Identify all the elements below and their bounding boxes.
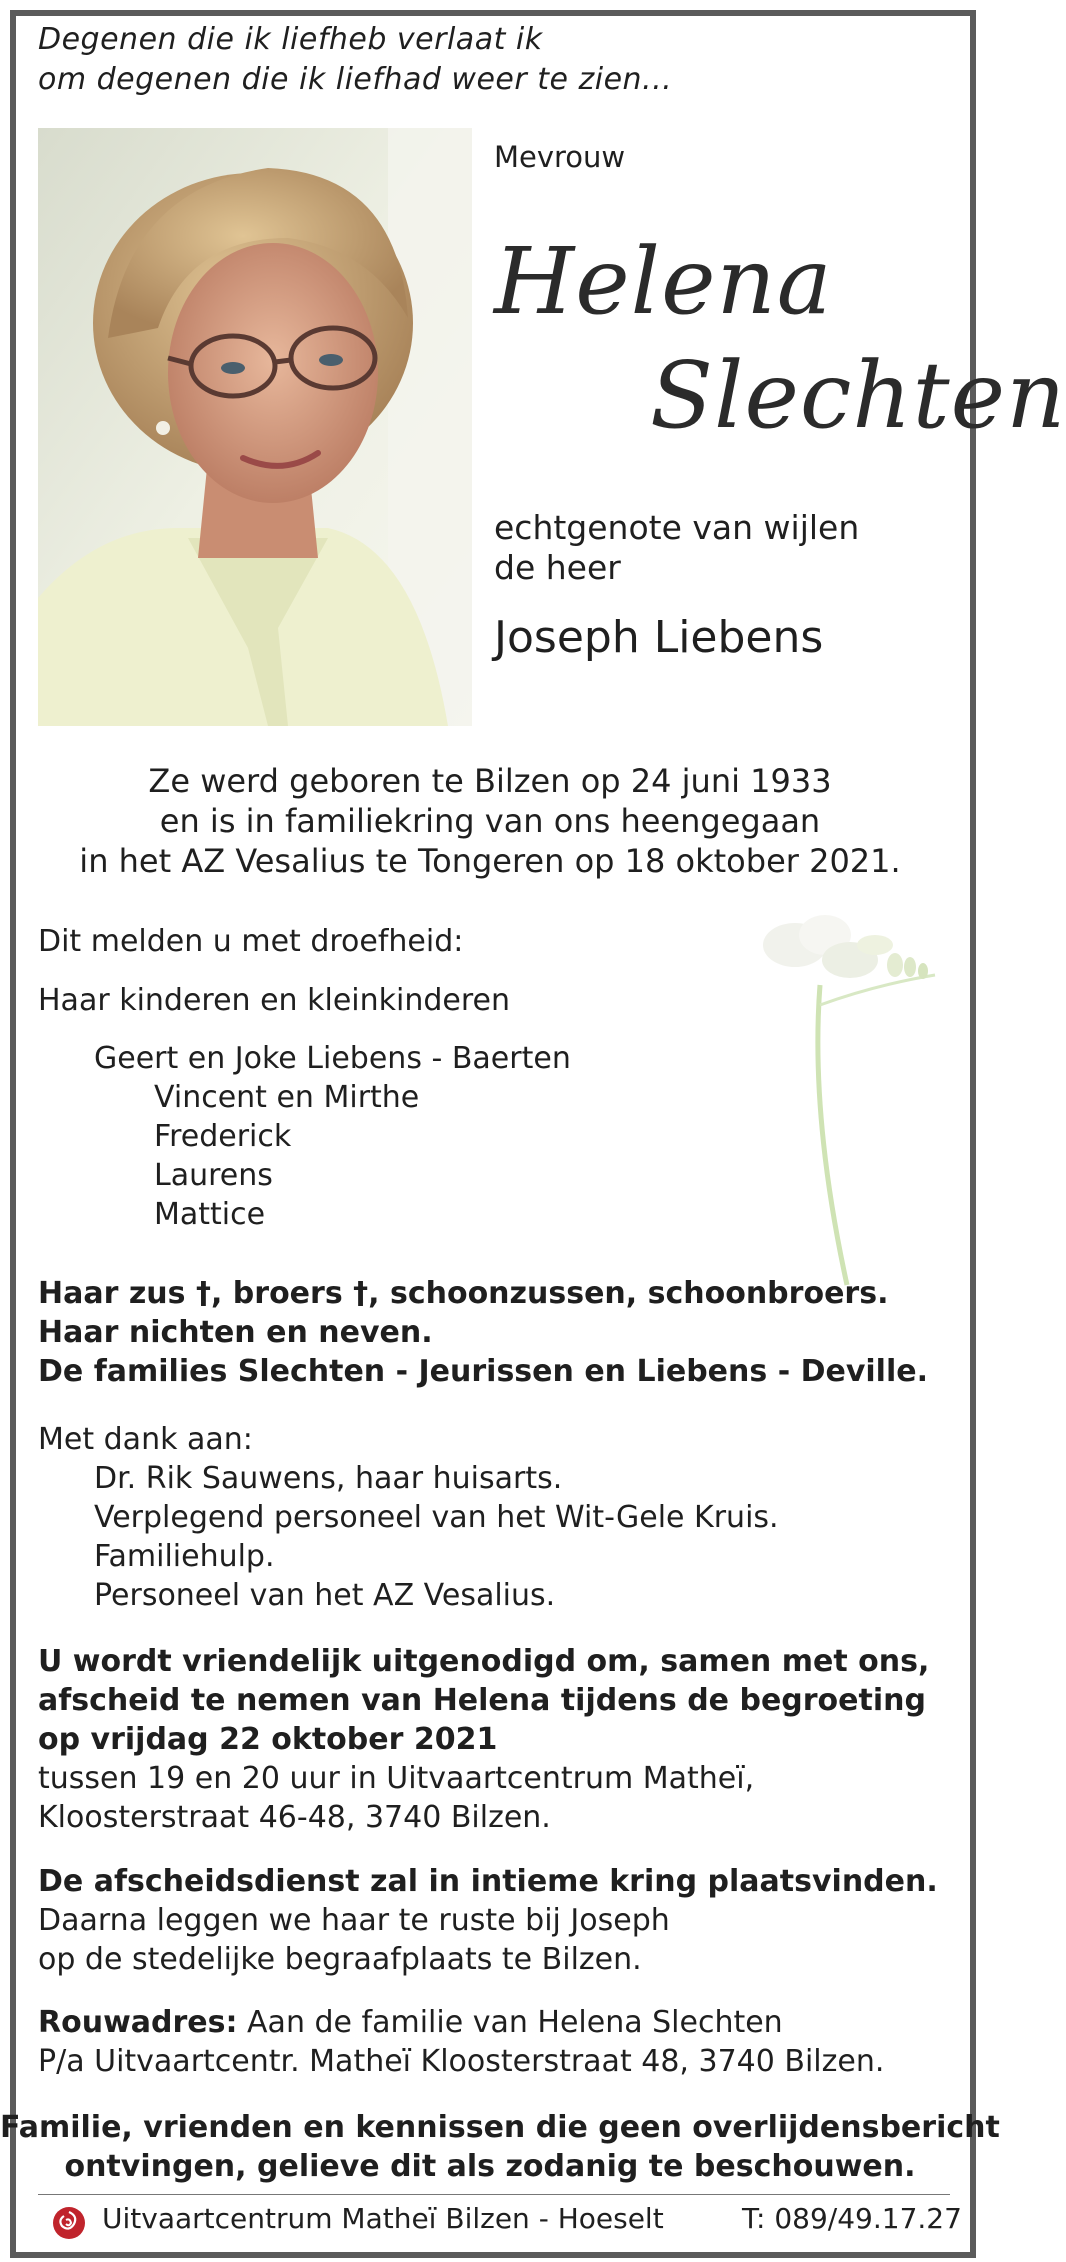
spouse-intro-2: de heer	[494, 548, 621, 587]
quote-line-2: om degenen die ik liefhad weer te zien...	[38, 62, 673, 97]
relatives-line-1: Haar zus †, broers †, schoonzussen, schoonbroers.	[38, 1276, 889, 1311]
thanks-item-4: Personeel van het AZ Vesalius.	[94, 1578, 556, 1613]
funeral-home-phone: T: 089/49.17.27	[742, 2202, 962, 2235]
thanks-heading: Met dank aan:	[38, 1422, 253, 1457]
visitation-bold-1: U wordt vriendelijk uitgenodigd om, samen met ons,	[38, 1644, 930, 1679]
address-line-2: P/a Uitvaartcentr. Matheï Kloosterstraat 48, 3740 Bilzen.	[38, 2044, 885, 2079]
deceased-title: Mevrouw	[494, 140, 626, 174]
birth-death-line-1: Ze werd geboren te Bilzen op 24 juni 1933	[148, 762, 832, 800]
quote-line-1: Degenen die ik liefheb verlaat ik	[38, 22, 543, 57]
service-line-2: op de stedelijke begraafplaats te Bilzen.	[38, 1942, 642, 1977]
grandchild-2: Frederick	[154, 1119, 292, 1154]
relatives-line-3: De families Slechten - Jeurissen en Liebens - Deville.	[38, 1354, 928, 1389]
birth-death-line-3: in het AZ Vesalius te Tongeren op 18 oktober 2021.	[79, 842, 901, 880]
closing-line-2: ontvingen, gelieve dit als zodanig te beschouwen.	[64, 2149, 916, 2184]
freesia-flower-illustration	[755, 915, 955, 1295]
funeral-home-name: Uitvaartcentrum Matheï Bilzen - Hoeselt	[102, 2202, 664, 2235]
announce-heading: Dit melden u met droefheid:	[38, 924, 464, 959]
footer-divider	[38, 2194, 950, 2195]
address-text: Aan de familie van Helena Slechten	[237, 2005, 783, 2040]
visitation-line-1: tussen 19 en 20 uur in Uitvaartcentrum Matheï,	[38, 1761, 755, 1796]
grandchild-4: Mattice	[154, 1197, 266, 1232]
children-heading: Haar kinderen en kleinkinderen	[38, 983, 510, 1018]
relatives-line-2: Haar nichten en neven.	[38, 1315, 433, 1350]
deceased-last-name: Slechten	[650, 342, 1066, 449]
grandchild-3: Laurens	[154, 1158, 273, 1193]
address-line-1	[38, 2005, 783, 2040]
spouse-intro-1: echtgenote van wijlen	[494, 508, 860, 547]
portrait-photo	[38, 128, 472, 726]
address-label: Rouwadres:	[38, 2005, 238, 2040]
children-parents: Geert en Joke Liebens - Baerten	[94, 1041, 571, 1076]
service-line-1: Daarna leggen we haar te ruste bij Joseph	[38, 1903, 670, 1938]
thanks-item-2: Verplegend personeel van het Wit-Gele Kruis.	[94, 1500, 779, 1535]
visitation-bold-2: afscheid te nemen van Helena tijdens de begroeting	[38, 1683, 926, 1718]
rose-logo-icon	[52, 2206, 86, 2240]
deceased-first-name: Helena	[494, 228, 833, 335]
spouse-name: Joseph Liebens	[494, 612, 824, 663]
thanks-item-3: Familiehulp.	[94, 1539, 275, 1574]
closing-line-1: Familie, vrienden en kennissen die geen overlijdensbericht	[0, 2110, 1000, 2145]
grandchild-1: Vincent en Mirthe	[154, 1080, 420, 1115]
service-bold: De afscheidsdienst zal in intieme kring plaatsvinden.	[38, 1864, 938, 1899]
visitation-line-2: Kloosterstraat 46-48, 3740 Bilzen.	[38, 1800, 551, 1835]
visitation-bold-3: op vrijdag 22 oktober 2021	[38, 1722, 498, 1757]
birth-death-line-2: en is in familiekring van ons heengegaan	[159, 802, 821, 840]
thanks-item-1: Dr. Rik Sauwens, haar huisarts.	[94, 1461, 563, 1496]
